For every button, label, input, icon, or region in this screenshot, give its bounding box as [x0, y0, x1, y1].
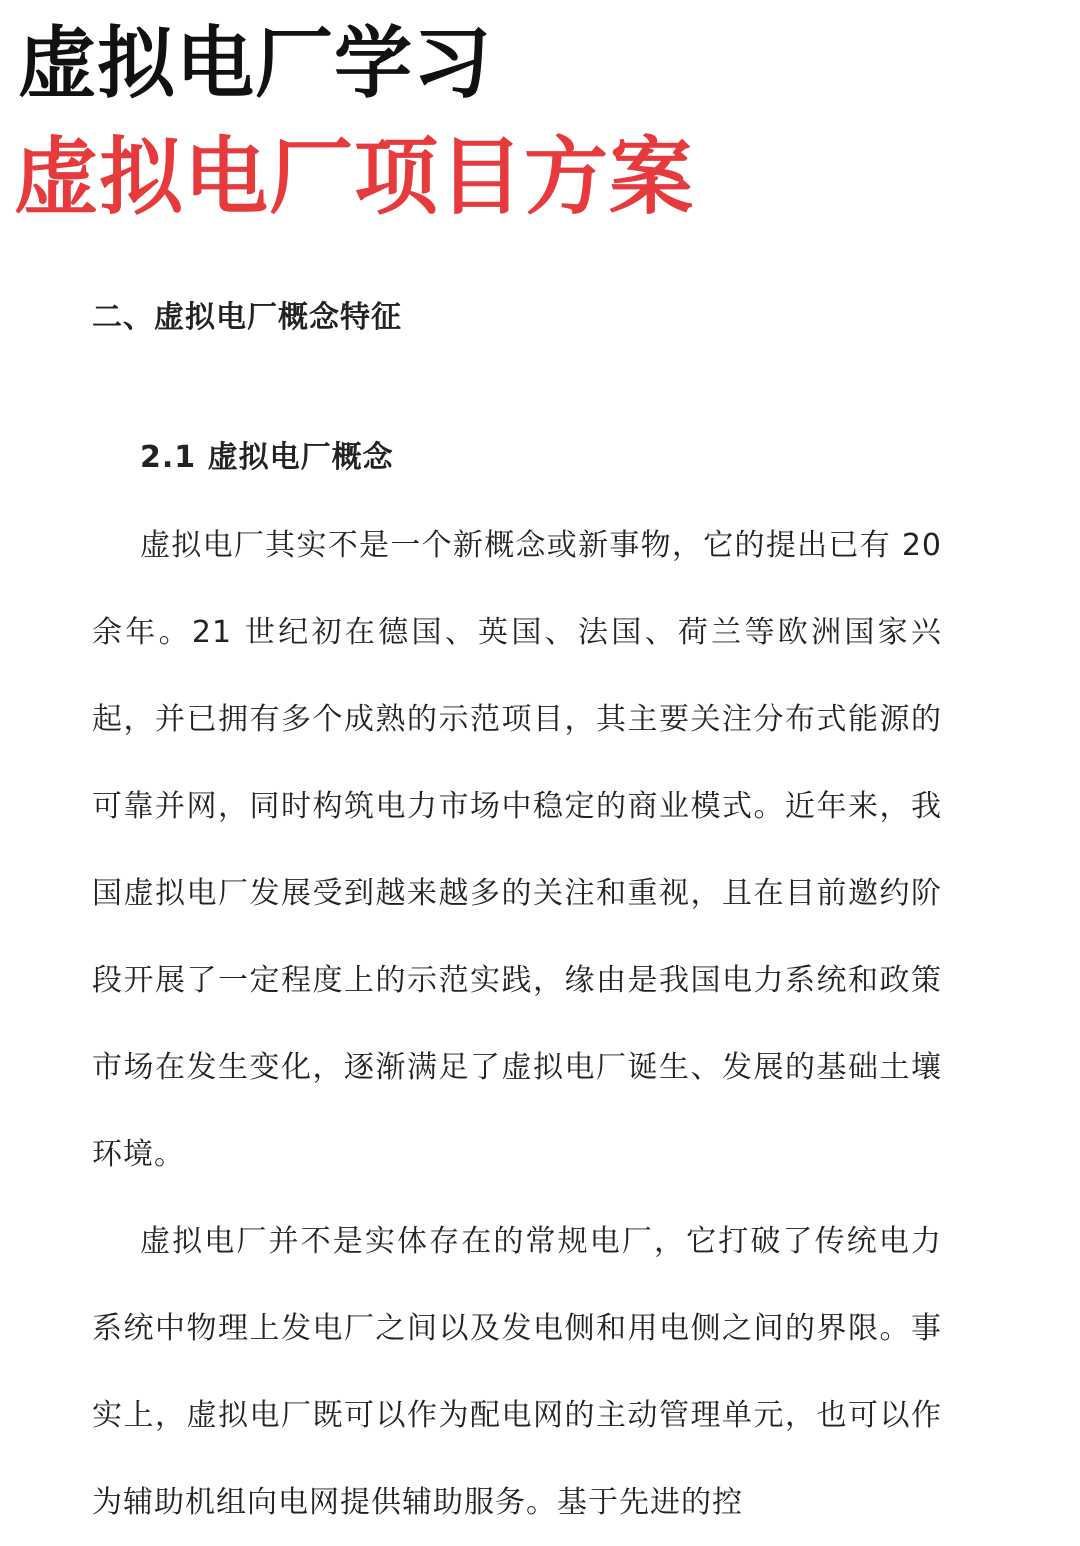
subsection-heading: 2.1 虚拟电厂概念	[140, 440, 394, 475]
page-subtitle: 虚拟电厂项目方案	[14, 128, 695, 226]
section-heading: 二、虚拟电厂概念特征	[92, 300, 402, 335]
paragraph: 虚拟电厂并不是实体存在的常规电厂，它打破了传统电力系统中物理上发电厂之间以及发电侧和用电侧之间的界限。事实上，虚拟电厂既可以作为配电网的主动管理单元，也可以作为辅助机组向电网提供辅助服务。基于先进的控	[92, 1224, 942, 1520]
document-body	[92, 288, 942, 1546]
paragraph: 虚拟电厂其实不是一个新概念或新事物，它的提出已有 20 余年。21 世纪初在德国、英国、法国、荷兰等欧洲国家兴起，并已拥有多个成熟的示范项目，其主要关注分布式能源的可靠并网，同时构筑电力市场中稳定的商业模式。近年来，我国虚拟电厂发展受到越来越多的关注和重视，且在目前邀约阶段开展了一定程度上的示范实践，缘由是我国电力系统和政策市场在发生变化，逐渐满足了虚拟电厂诞生、发展的基础土壤环境。	[92, 528, 942, 1172]
page-title: 虚拟电厂学习	[18, 19, 493, 109]
